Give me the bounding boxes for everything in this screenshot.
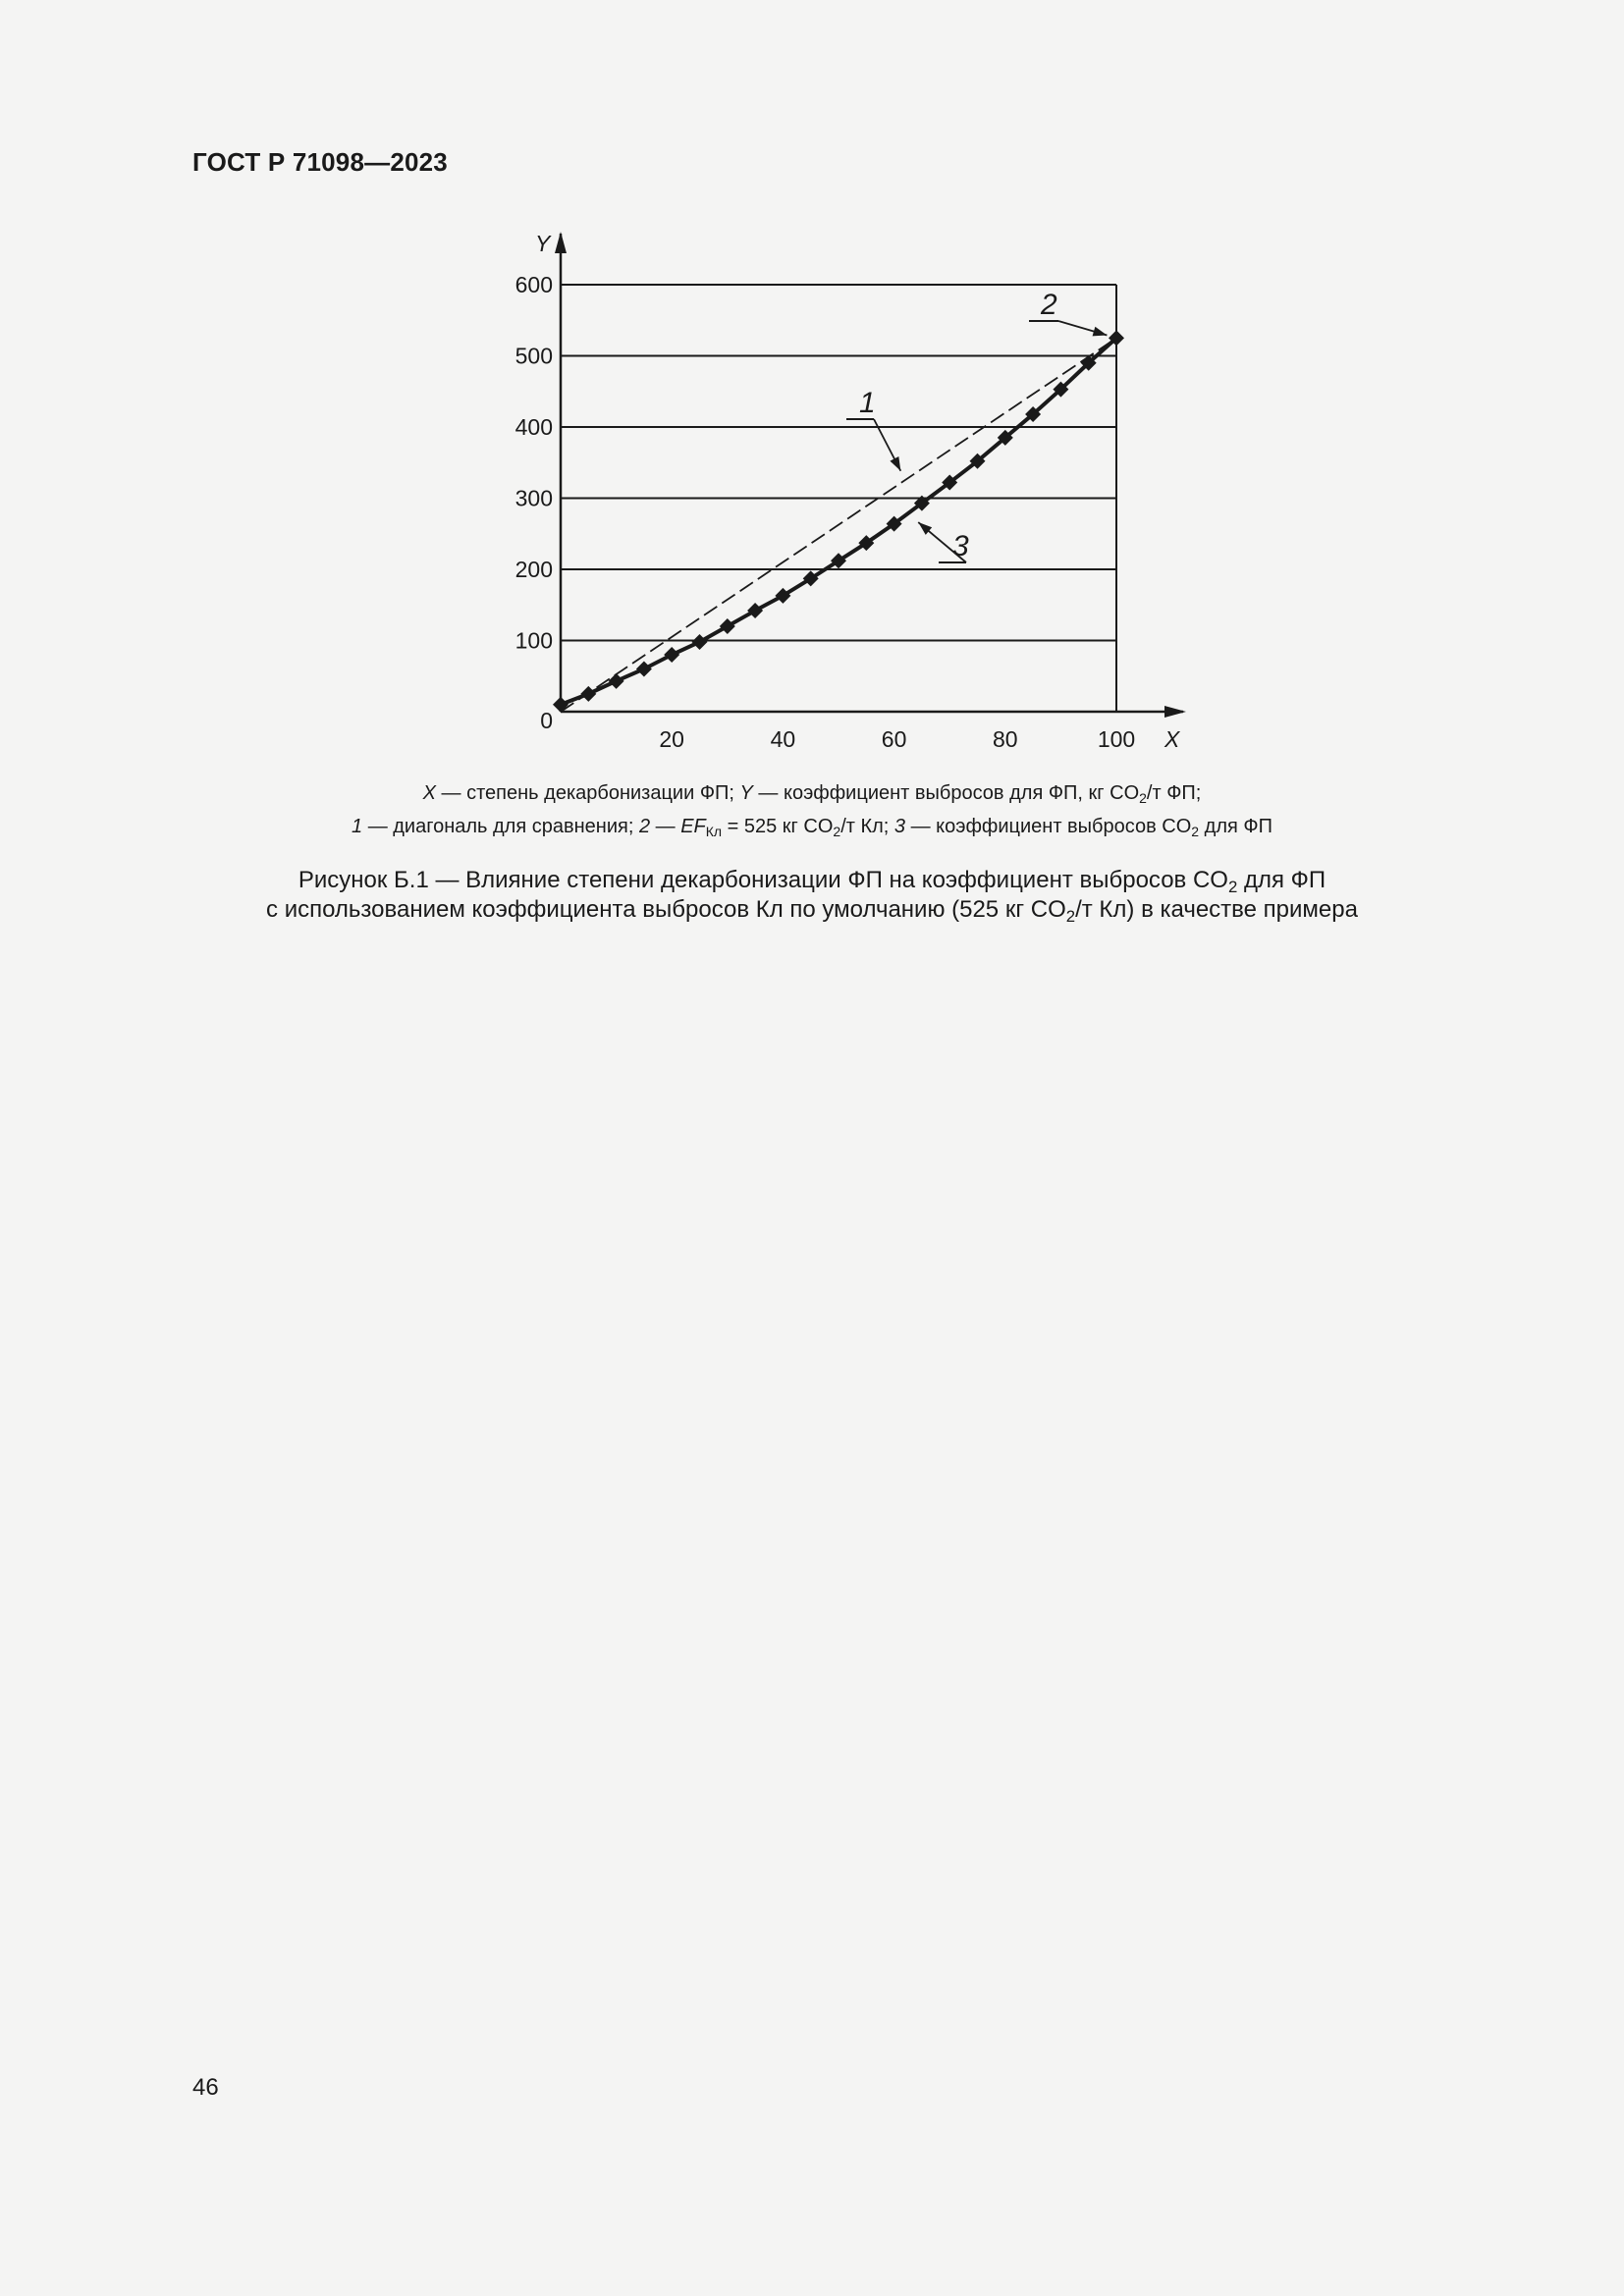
x-tick-label-40: 40 bbox=[770, 726, 796, 752]
legend-y-text: — коэффициент выбросов для ФП, кг CO bbox=[752, 782, 1140, 804]
page-number: 46 bbox=[192, 2074, 219, 2101]
annotation-label-3: 3 bbox=[952, 530, 969, 562]
y-tick-label-100: 100 bbox=[514, 627, 553, 654]
legend-n2: 2 bbox=[638, 816, 651, 837]
legend-t2c: /т Кл; bbox=[840, 816, 894, 837]
legend-ef: EF bbox=[680, 816, 706, 837]
annotation-arrowhead-2 bbox=[1093, 327, 1108, 337]
x-tick-label-20: 20 bbox=[659, 726, 684, 752]
figure-title-line-1 bbox=[0, 867, 1624, 897]
y-tick-label-600: 600 bbox=[514, 272, 553, 297]
y-tick-label-0: 0 bbox=[540, 708, 553, 733]
annotation-arrowhead-1 bbox=[890, 456, 900, 471]
document-header: ГОСТ Р 71098—2023 bbox=[192, 147, 448, 177]
chart-axes bbox=[555, 232, 1186, 718]
legend-t1: — диагональ для сравнения; bbox=[362, 816, 639, 837]
annotation-label-1: 1 bbox=[859, 387, 876, 419]
series-3-marker bbox=[609, 673, 624, 689]
x-tick-label-60: 60 bbox=[881, 726, 907, 752]
legend-ef-sub: Кл bbox=[705, 824, 723, 840]
figure-title-1b: для ФП bbox=[1237, 867, 1326, 893]
y-tick-label-200: 200 bbox=[514, 557, 553, 582]
chart-tick-labels bbox=[515, 231, 1181, 752]
chart-annotations bbox=[846, 289, 1107, 562]
legend-t2b: = 525 кг CO bbox=[722, 816, 834, 837]
legend-t2a: — bbox=[650, 816, 681, 837]
x-tick-label-100: 100 bbox=[1097, 726, 1136, 752]
figure-title-1a: Рисунок Б.1 — Влияние степени декарбонизации ФП на коэффициент выбросов CO bbox=[298, 867, 1228, 893]
legend-y-subscript: 2 bbox=[1139, 790, 1147, 807]
legend-line-1 bbox=[0, 782, 1624, 805]
series-3-marker bbox=[553, 697, 568, 713]
figure-title-2b: /т Кл) в качестве примера bbox=[1075, 896, 1358, 923]
x-axis-arrow bbox=[1164, 706, 1186, 718]
series-3-marker bbox=[692, 634, 708, 650]
x-axis-label: X bbox=[1164, 726, 1180, 752]
series-1-line bbox=[561, 338, 1116, 712]
y-tick-label-500: 500 bbox=[514, 343, 553, 369]
legend-x-symbol: X bbox=[422, 782, 436, 804]
legend-n1: 1 bbox=[352, 816, 363, 837]
figure-title-2-sub: 2 bbox=[1065, 907, 1076, 927]
figure-title-1-sub: 2 bbox=[1227, 878, 1238, 897]
y-axis-arrow bbox=[555, 232, 567, 253]
series-3-marker bbox=[720, 618, 735, 634]
x-tick-label-80: 80 bbox=[993, 726, 1018, 752]
legend-n3: 3 bbox=[893, 816, 906, 837]
figure-title-2a: с использованием коэффициента выбросов Кл по умолчанию (525 кг CO bbox=[266, 896, 1066, 923]
legend-x-text: — степень декарбонизации ФП; bbox=[436, 782, 740, 804]
y-tick-label-400: 400 bbox=[514, 414, 553, 440]
legend-t2-sub: 2 bbox=[833, 824, 841, 840]
legend-y-symbol: Y bbox=[739, 782, 753, 804]
legend-y-text-end: /т ФП; bbox=[1146, 782, 1202, 804]
legend-t3a: — коэффициент выбросов CO bbox=[905, 816, 1192, 837]
y-axis-label: Y bbox=[535, 231, 551, 256]
chart-series bbox=[553, 330, 1124, 712]
chart-grid bbox=[561, 285, 1116, 712]
y-tick-label-300: 300 bbox=[514, 485, 553, 511]
legend-line-2 bbox=[0, 816, 1624, 838]
series-3-line bbox=[561, 338, 1116, 704]
annotation-label-2: 2 bbox=[1041, 289, 1057, 321]
figure-title-line-2 bbox=[0, 896, 1624, 927]
series-3-marker bbox=[636, 662, 652, 677]
legend-t3b: для ФП bbox=[1199, 816, 1272, 837]
figure-chart bbox=[0, 0, 1624, 775]
series-3-marker bbox=[580, 686, 596, 702]
series-3-marker bbox=[664, 647, 679, 663]
series-3-marker bbox=[747, 603, 763, 618]
legend-t3-sub: 2 bbox=[1191, 824, 1200, 840]
